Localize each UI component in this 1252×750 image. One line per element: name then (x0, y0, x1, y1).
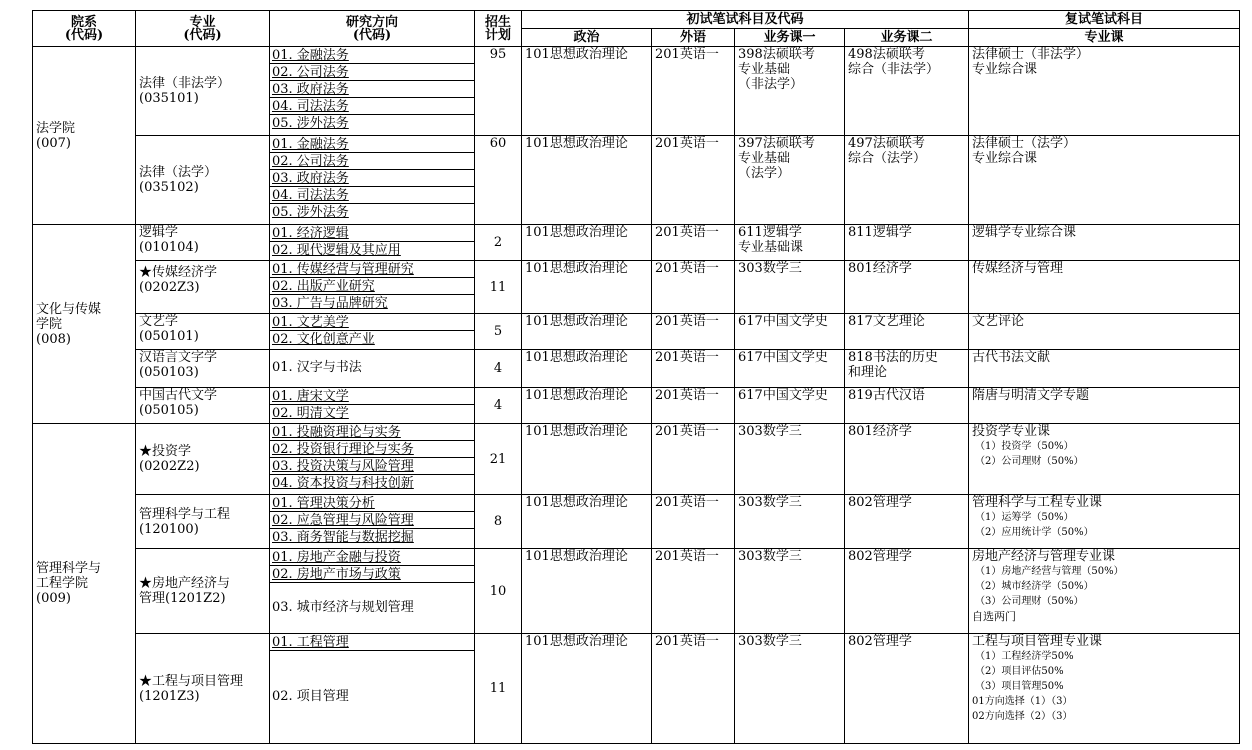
table-row (33, 261, 1240, 314)
retest-cell: 法律硕士（法学） 专业综合课 (969, 136, 1240, 225)
course1-cell: 617中国文学史 (735, 314, 845, 350)
retest-cell: 隋唐与明清文学专题 (969, 388, 1240, 424)
course2-cell: 802管理学 (845, 495, 969, 549)
header-course1: 业务课一 (735, 29, 845, 47)
politics-cell: 101思想政治理论 (522, 350, 652, 388)
table-row (33, 388, 1240, 424)
direction-cell (270, 225, 475, 261)
course2-cell: 818书法的历史 和理论 (845, 350, 969, 388)
language-cell: 201英语一 (652, 350, 735, 388)
table-row (33, 136, 1240, 225)
direction-item: 01. 金融法务 (270, 136, 474, 153)
plan-cell: 11 (475, 261, 522, 314)
course2-cell: 802管理学 (845, 549, 969, 634)
plan-cell: 95 (475, 47, 522, 136)
retest-cell: 管理科学与工程专业课 （1）运筹学（50%） （2）应用统计学（50%） (969, 495, 1240, 549)
major-cell: 逻辑学 (010104) (136, 225, 270, 261)
course1-cell: 398法硕联考 专业基础 （非法学） (735, 47, 845, 136)
direction-item: 02. 现代逻辑及其应用 (272, 243, 401, 258)
dept-cell: 管理科学与 工程学院 (009) (33, 424, 136, 744)
course2-cell: 801经济学 (845, 424, 969, 495)
table-row (33, 225, 1240, 261)
major-cell: 汉语言文字学 (050103) (136, 350, 270, 388)
table-row (33, 495, 1240, 549)
admission-table (32, 10, 1240, 744)
plan-cell: 8 (475, 495, 522, 549)
direction-item: 03. 广告与品牌研究 (272, 296, 388, 311)
language-cell: 201英语一 (652, 424, 735, 495)
direction-cell (270, 634, 475, 744)
direction-item: 02. 房地产市场与政策 (270, 566, 474, 583)
language-cell: 201英语一 (652, 634, 735, 744)
course2-cell: 497法硕联考 综合（法学） (845, 136, 969, 225)
course2-cell: 811逻辑学 (845, 225, 969, 261)
direction-item: 03. 投资决策与风险管理 (270, 458, 474, 475)
plan-cell: 60 (475, 136, 522, 225)
major-cell: 法律（非法学） (035101) (136, 47, 270, 136)
course1-cell: 617中国文学史 (735, 388, 845, 424)
course1-cell: 303数学三 (735, 424, 845, 495)
direction-cell (270, 549, 475, 634)
politics-cell: 101思想政治理论 (522, 261, 652, 314)
language-cell: 201英语一 (652, 314, 735, 350)
politics-cell: 101思想政治理论 (522, 634, 652, 744)
header-politics: 政治 (522, 29, 652, 47)
direction-item: 01. 金融法务 (270, 47, 474, 64)
politics-cell: 101思想政治理论 (522, 495, 652, 549)
retest-cell: 法律硕士（非法学） 专业综合课 (969, 47, 1240, 136)
direction-item: 01. 管理决策分析 (270, 495, 474, 512)
direction-cell (270, 424, 475, 495)
header-retest-course: 专业课 (969, 29, 1240, 47)
direction-cell (270, 261, 475, 314)
politics-cell: 101思想政治理论 (522, 225, 652, 261)
course1-cell: 397法硕联考 专业基础 （法学） (735, 136, 845, 225)
retest-cell: 房地产经济与管理专业课 （1）房地产经营与管理（50%） （2）城市经济学（50%） （3）公司理财（50%） 自选两门 (969, 549, 1240, 634)
plan-cell: 5 (475, 314, 522, 350)
direction-cell (270, 350, 475, 388)
direction-item: 02. 文化创意产业 (272, 332, 375, 347)
politics-cell: 101思想政治理论 (522, 549, 652, 634)
course1-cell: 303数学三 (735, 495, 845, 549)
direction-item: 02. 出版产业研究 (270, 278, 474, 295)
direction-item: 03. 商务智能与数据挖掘 (272, 530, 414, 545)
retest-cell: 逻辑学专业综合课 (969, 225, 1240, 261)
direction-item: 02. 项目管理 (272, 689, 349, 704)
direction-item: 03. 政府法务 (270, 81, 474, 98)
direction-cell (270, 388, 475, 424)
language-cell: 201英语一 (652, 47, 735, 136)
retest-cell: 传媒经济与管理 (969, 261, 1240, 314)
table-row (33, 47, 1240, 136)
header-language: 外语 (652, 29, 735, 47)
language-cell: 201英语一 (652, 495, 735, 549)
language-cell: 201英语一 (652, 261, 735, 314)
course2-cell: 817文艺理论 (845, 314, 969, 350)
direction-item: 02. 投资银行理论与实务 (270, 441, 474, 458)
direction-item: 05. 涉外法务 (272, 116, 349, 131)
table-row (33, 424, 1240, 495)
course1-cell: 303数学三 (735, 634, 845, 744)
direction-item: 01. 经济逻辑 (270, 225, 474, 242)
direction-cell (270, 495, 475, 549)
dept-cell: 文化与传媒 学院 (008) (33, 225, 136, 424)
header-retest: 复试笔试科目 (969, 11, 1240, 29)
course1-cell: 611逻辑学 专业基础课 (735, 225, 845, 261)
course1-cell: 303数学三 (735, 261, 845, 314)
course1-cell: 303数学三 (735, 549, 845, 634)
plan-cell: 11 (475, 634, 522, 744)
direction-item: 01. 文艺美学 (270, 314, 474, 331)
direction-item: 02. 明清文学 (272, 406, 349, 421)
retest-cell: 投资学专业课 （1）投资学（50%） （2）公司理财（50%） (969, 424, 1240, 495)
retest-cell: 工程与项目管理专业课 （1）工程经济学50% （2）项目评估50% （3）项目管理50% 01方向选择（1）（3） 02方向选择（2）（3） (969, 634, 1240, 744)
plan-cell: 21 (475, 424, 522, 495)
table-row (33, 549, 1240, 634)
course1-cell: 617中国文学史 (735, 350, 845, 388)
direction-item: 01. 传媒经营与管理研究 (270, 261, 474, 278)
major-cell: 法律（法学） (035102) (136, 136, 270, 225)
direction-cell (270, 47, 475, 136)
major-cell: 中国古代文学 (050105) (136, 388, 270, 424)
direction-cell (270, 136, 475, 225)
language-cell: 201英语一 (652, 225, 735, 261)
table-row (33, 634, 1240, 744)
plan-cell: 4 (475, 350, 522, 388)
direction-item: 01. 汉字与书法 (272, 360, 362, 375)
admission-table-sheet (32, 10, 1240, 744)
politics-cell: 101思想政治理论 (522, 314, 652, 350)
direction-item: 05. 涉外法务 (272, 205, 349, 220)
direction-item: 02. 应急管理与风险管理 (270, 512, 474, 529)
politics-cell: 101思想政治理论 (522, 47, 652, 136)
direction-item: 04. 资本投资与科技创新 (272, 476, 414, 491)
direction-cell (270, 314, 475, 350)
course2-cell: 819古代汉语 (845, 388, 969, 424)
major-cell: ★传媒经济学 (0202Z3) (136, 261, 270, 314)
direction-item: 03. 政府法务 (270, 170, 474, 187)
major-cell: ★房地产经济与 管理(1201Z2) (136, 549, 270, 634)
course2-cell: 801经济学 (845, 261, 969, 314)
direction-item: 04. 司法法务 (270, 187, 474, 204)
direction-item: 01. 投融资理论与实务 (270, 424, 474, 441)
direction-item: 02. 公司法务 (270, 153, 474, 170)
plan-cell: 4 (475, 388, 522, 424)
direction-item: 01. 房地产金融与投资 (270, 549, 474, 566)
direction-item: 01. 工程管理 (270, 634, 474, 651)
major-cell: 管理科学与工程 (120100) (136, 495, 270, 549)
language-cell: 201英语一 (652, 549, 735, 634)
direction-item: 01. 唐宋文学 (270, 388, 474, 405)
plan-cell: 10 (475, 549, 522, 634)
retest-cell: 古代书法文献 (969, 350, 1240, 388)
header-enroll: 招生 计划 (475, 11, 522, 47)
course2-cell: 498法硕联考 综合（非法学） (845, 47, 969, 136)
major-cell: ★投资学 (0202Z2) (136, 424, 270, 495)
table-row (33, 314, 1240, 350)
table-row (33, 350, 1240, 388)
politics-cell: 101思想政治理论 (522, 388, 652, 424)
politics-cell: 101思想政治理论 (522, 136, 652, 225)
major-cell: 文艺学 (050101) (136, 314, 270, 350)
direction-item: 03. 城市经济与规划管理 (272, 600, 414, 615)
language-cell: 201英语一 (652, 388, 735, 424)
politics-cell: 101思想政治理论 (522, 424, 652, 495)
dept-cell: 法学院 (007) (33, 47, 136, 225)
direction-item: 02. 公司法务 (270, 64, 474, 81)
header-course2: 业务课二 (845, 29, 969, 47)
language-cell: 201英语一 (652, 136, 735, 225)
header-major: 专业 (代码) (136, 11, 270, 47)
header-initial-exam: 初试笔试科目及代码 (522, 11, 969, 29)
course2-cell: 802管理学 (845, 634, 969, 744)
retest-cell: 文艺评论 (969, 314, 1240, 350)
header-direction: 研究方向 (代码) (270, 11, 475, 47)
major-cell: ★工程与项目管理 (1201Z3) (136, 634, 270, 744)
header-dept: 院系 (代码) (33, 11, 136, 47)
plan-cell: 2 (475, 225, 522, 261)
direction-item: 04. 司法法务 (270, 98, 474, 115)
